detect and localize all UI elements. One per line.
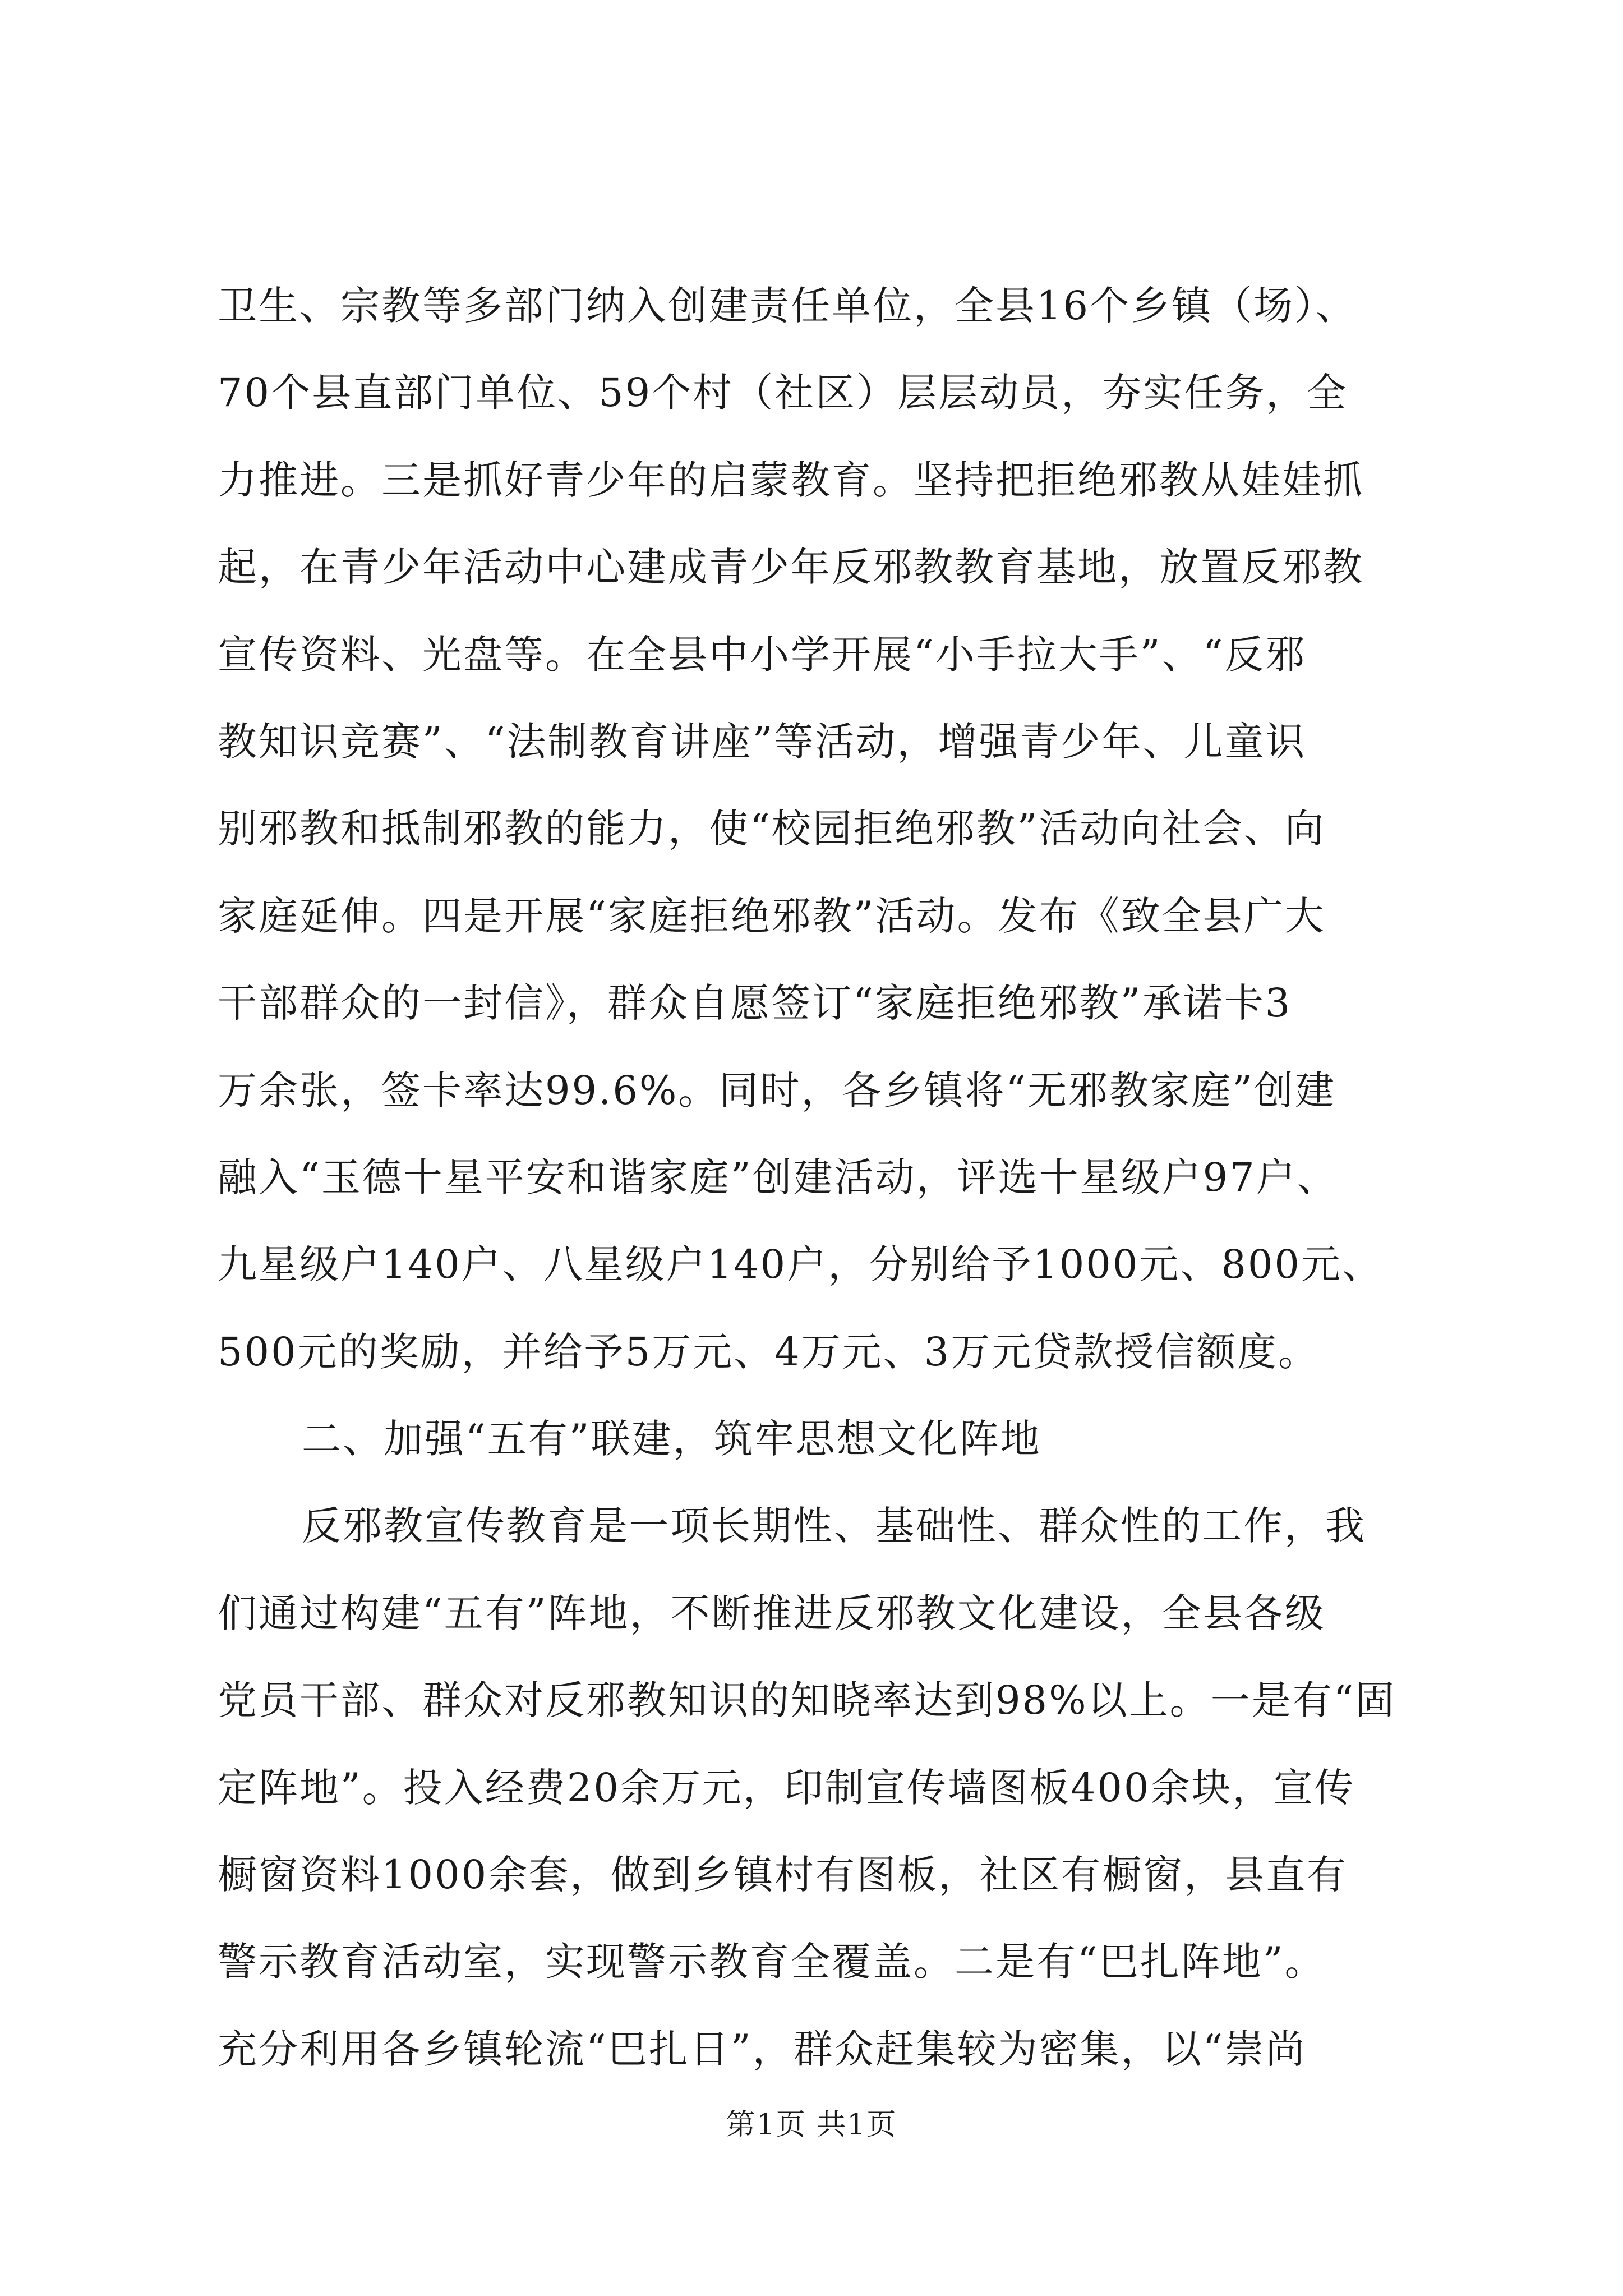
section-heading: 二、加强“五有”联建，筑牢思想文化阵地 [302, 1416, 1041, 1462]
text-line: 融入“玉德十星平安和谐家庭”创建活动，评选十星级户97户、 [218, 1154, 1338, 1200]
text-line: 70个县直部门单位、59个村（社区）层层动员，夯实任务，全 [218, 370, 1348, 416]
text-line: 九星级户140户、八星级户140户，分别给予1000元、800元、 [218, 1241, 1383, 1288]
document-body [218, 263, 1429, 2093]
text-line: 定阵地”。投入经费20余万元，印制宣传墙图板400余块，宣传 [218, 1764, 1355, 1811]
text-line: 宣传资料、光盘等。在全县中小学开展“小手拉大手”、“反邪 [218, 631, 1307, 678]
text-line: 充分利用各乡镇轮流“巴扎日”，群众赶集较为密集，以“崇尚 [218, 2026, 1307, 2072]
text-line: 警示教育活动室，实现警示教育全覆盖。二是有“巴扎阵地”。 [218, 1939, 1326, 1985]
text-line: 起，在青少年活动中心建成青少年反邪教教育基地，放置反邪教 [218, 544, 1364, 591]
text-line: 们通过构建“五有”阵地，不断推进反邪教文化建设，全县各级 [218, 1590, 1326, 1636]
text-line: 卫生、宗教等多部门纳入创建责任单位，全县16个乡镇（场）、 [218, 283, 1357, 329]
text-line: 别邪教和抵制邪教的能力，使“校园拒绝邪教”活动向社会、向 [218, 806, 1326, 852]
text-line: 万余张，签卡率达99.6%。同时，各乡镇将“无邪教家庭”创建 [218, 1067, 1336, 1114]
page-footer: 第1页 共1页 [726, 2108, 897, 2142]
text-line: 500元的奖励，并给予5万元、4万元、3万元贷款授信额度。 [218, 1328, 1320, 1375]
text-line: 教知识竞赛”、“法制教育讲座”等活动，增强青少年、儿童识 [218, 718, 1307, 765]
text-line: 橱窗资料1000余套，做到乡镇村有图板，社区有橱窗，县直有 [218, 1852, 1348, 1898]
text-line: 干部群众的一封信》，群众自愿签订“家庭拒绝邪教”承诺卡3 [218, 980, 1292, 1027]
text-line: 反邪教宣传教育是一项长期性、基础性、群众性的工作，我 [302, 1503, 1366, 1549]
text-line: 党员干部、群众对反邪教知识的知晓率达到98%以上。一是有“固 [218, 1677, 1396, 1724]
text-line: 家庭延伸。四是开展“家庭拒绝邪教”活动。发布《致全县广大 [218, 892, 1326, 939]
text-line: 力推进。三是抓好青少年的启蒙教育。坚持把拒绝邪教从娃娃抓 [218, 457, 1364, 503]
